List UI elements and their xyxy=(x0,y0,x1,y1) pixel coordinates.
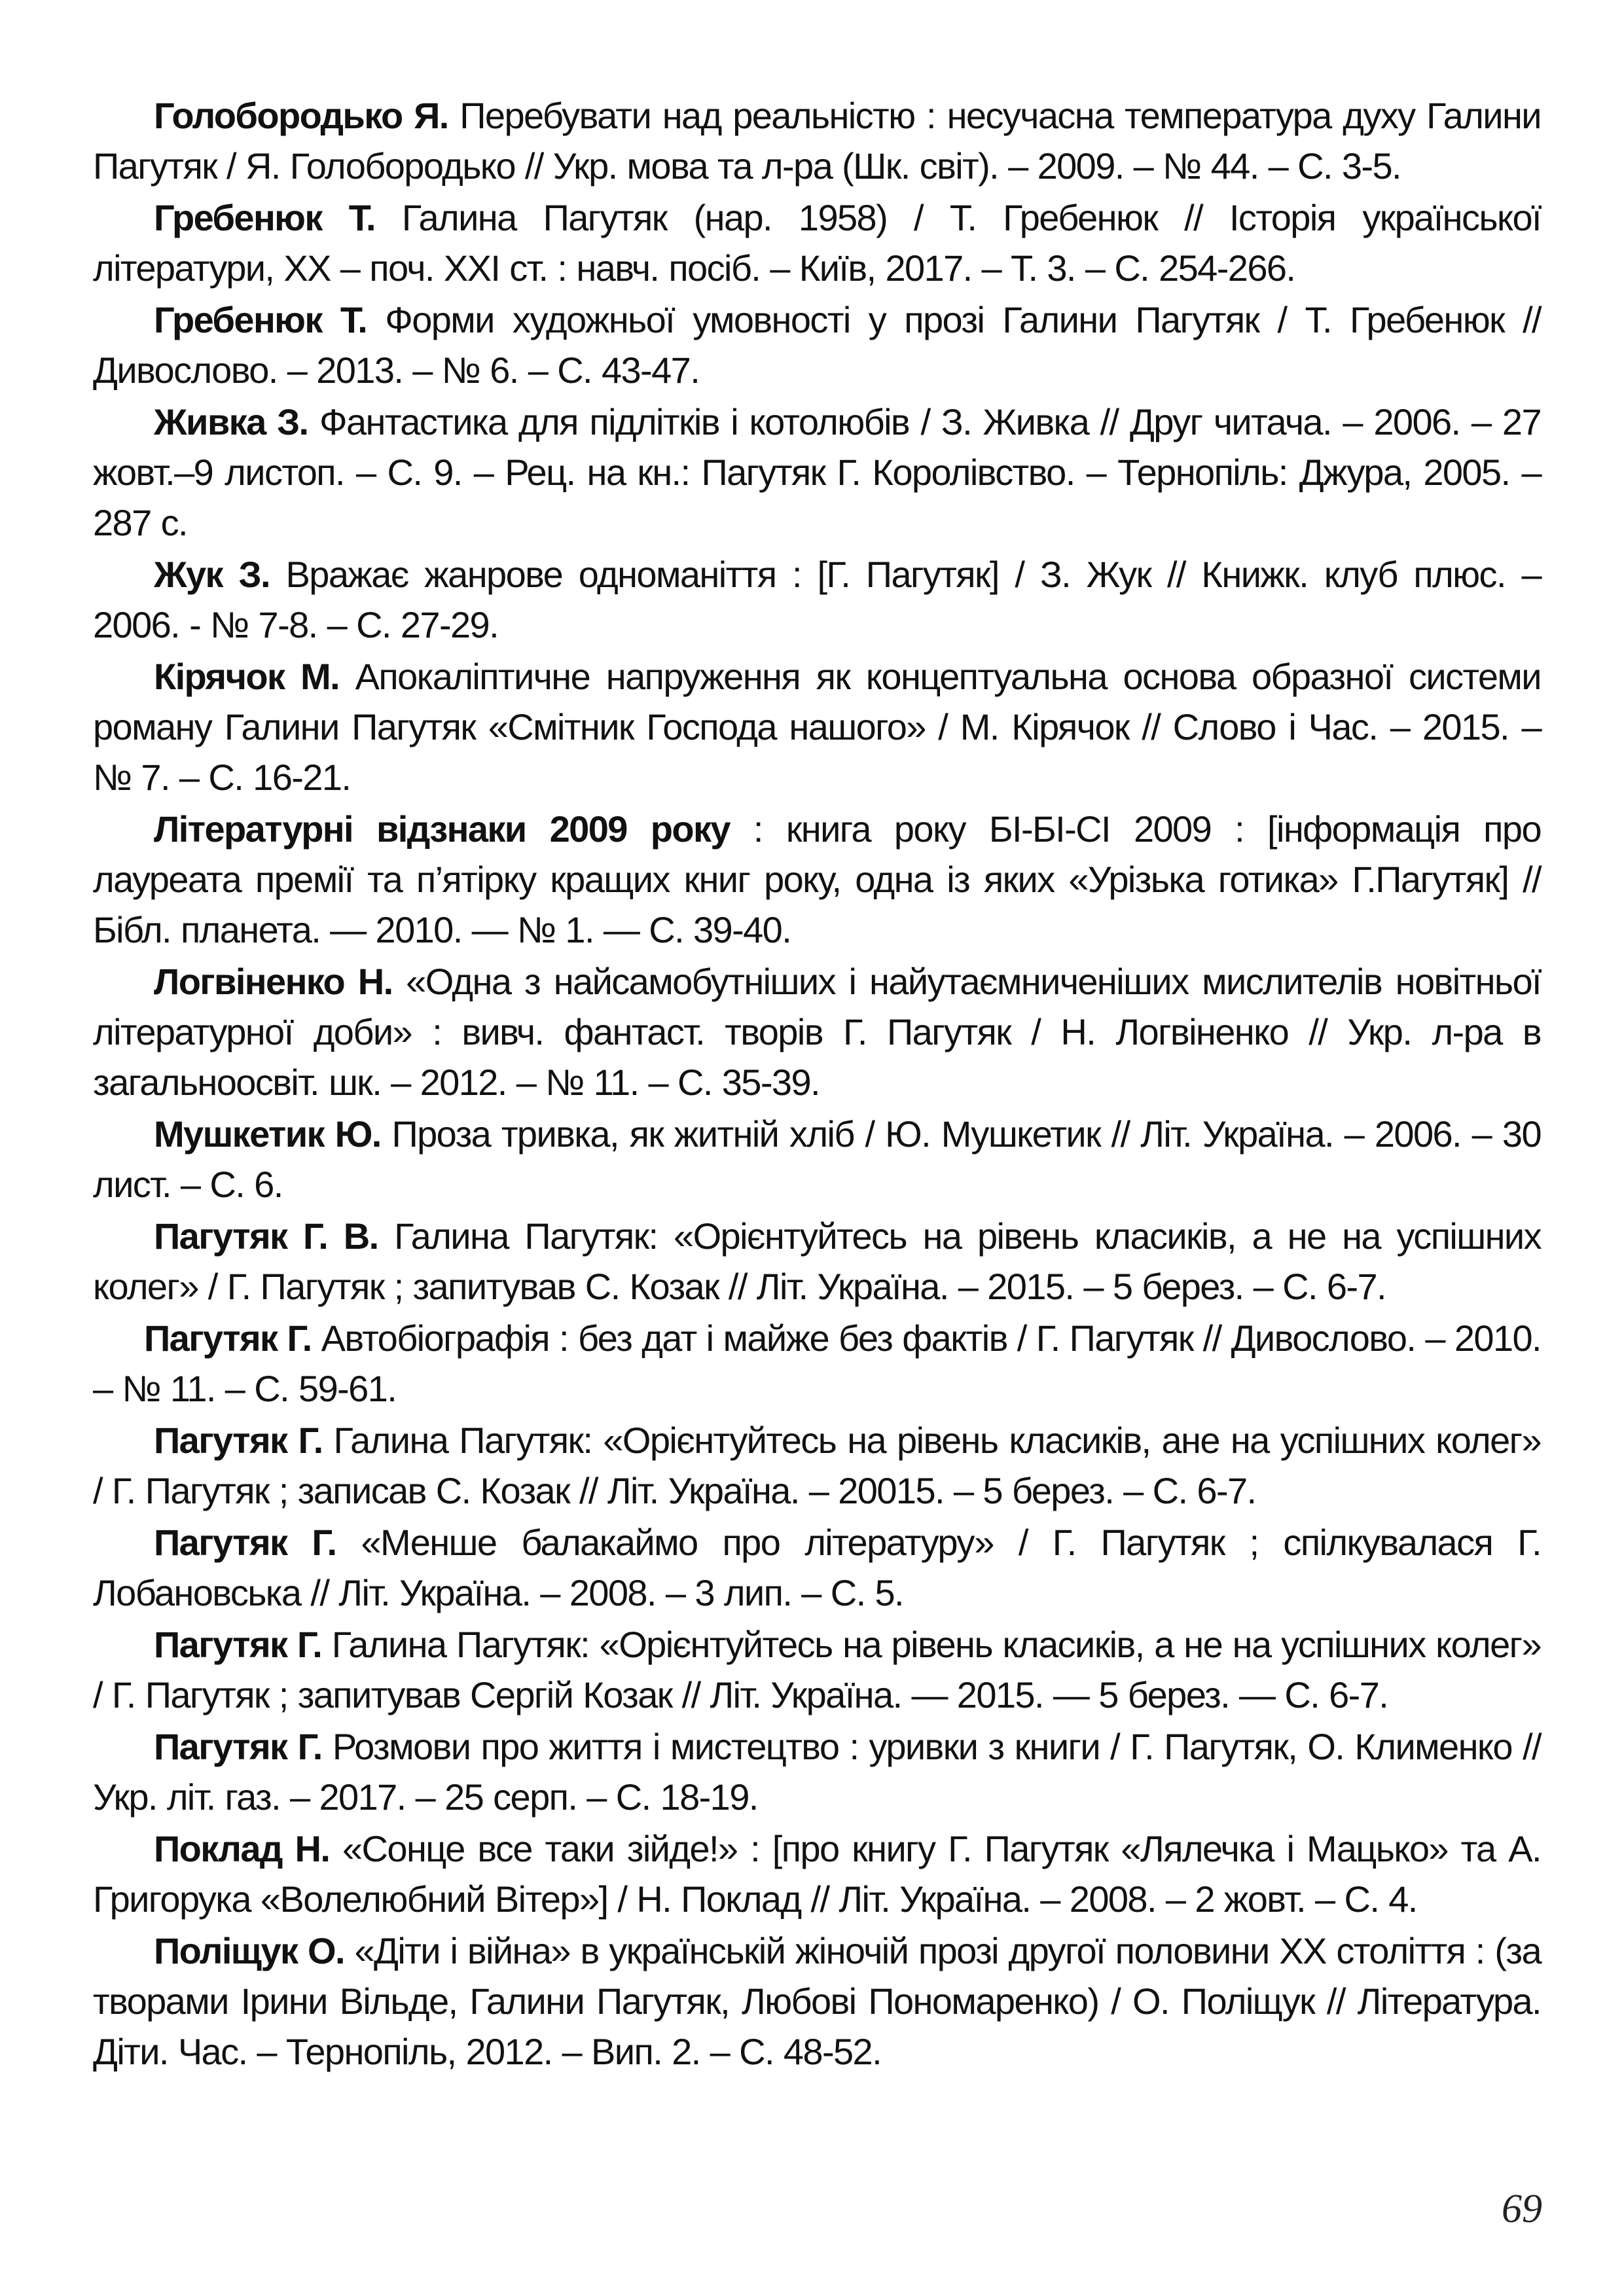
entry-author: Поклад Н. xyxy=(154,1828,330,1869)
entry-text: Галина Пагутяк (нар. 1958) / Т. Гребенюк // Історія української літератури, ХХ – поч. ХХІ ст. : навч. посіб. – Київ, 2017. – Т. 3. – С. 254-266. xyxy=(93,197,1542,289)
entry-text: «Діти і війна» в українській жіночій прозі другої половини ХХ століття : (за творами Ірини Вільде, Галини Пагутяк, Любові Пономаренко) / О. Поліщук // Література. Діти. Час. – Тернопіль, 2012. – Вип. 2. – С. 48-52. xyxy=(93,1930,1541,2072)
entry-author: Кірячок М. xyxy=(154,656,340,697)
entry-text: Апокаліптичне напруження як концептуальна основа образної системи роману Галини Пагутяк «Смітник Господа нашого» / М. Кірячок // Слово і Час. – 2015. – № 7. – С. 16-21. xyxy=(93,656,1541,798)
entry-text: Автобіографія : без дат і майже без фактів / Г. Пагутяк // Дивослово. – 2010. – № 11. – С. 59-61. xyxy=(93,1318,1541,1409)
entry-text: Перебувати над реальністю : несучасна температура духу Галини Пагутяк / Я. Голобородько // Укр. мова та л-ра (Шк. світ). – 2009. – № 44. – С. 3-5. xyxy=(93,95,1541,187)
entry-text: Вражає жанрове одноманіття : [Г. Пагутяк] / З. Жук // Книжк. клуб плюс. – 2006. - № 7-8. – С. 27-29. xyxy=(93,554,1541,645)
bibliography-entry xyxy=(93,295,1541,395)
bibliography-entry xyxy=(93,1926,1541,2077)
entry-text: : книга року БІ-БІ-СІ 2009 : [інформація про лауреата премії та п’ятірку кращих книг року, одна із яких «Урізька готика» Г.Пагутяк] // Бібл. планета. — 2010. — № 1. — С. 39-40. xyxy=(93,808,1541,950)
entry-author: Поліщук О. xyxy=(154,1930,344,1971)
bibliography-entry xyxy=(93,804,1541,955)
bibliography-entry xyxy=(93,1313,1541,1414)
entry-author: Пагутяк Г. xyxy=(154,1726,322,1767)
bibliography-entry xyxy=(93,1823,1541,1924)
entry-text: Форми художньої умовності у прозі Галини Пагутяк / Т. Гребенюк // Дивослово. – 2013. – № 6. – С. 43-47. xyxy=(93,299,1542,391)
entry-text: «Одна з найсамобутніших і найутаємниченіших мислителів новітньої літературної доби» : вивч. фантаст. творів Г. Пагутяк / Н. Логвіненко // Укр. л-ра в загальноосвіт. шк. – 2012. – № 11. – С. 35-39. xyxy=(93,961,1541,1103)
entry-text: Фантастика для підлітків і котолюбів / З. Живка // Друг читача. – 2006. – 27 жовт.–9 листоп. – С. 9. – Рец. на кн.: Пагутяк Г. Королівство. – Тернопіль: Джура, 2005. – 287 с. xyxy=(93,401,1542,543)
entry-author: Гребенюк Т. xyxy=(154,197,375,238)
entry-author: Літературні відзнаки 2009 року xyxy=(154,808,730,850)
bibliography-entry xyxy=(93,1721,1541,1822)
entry-text: «Менше балакаймо про літературу» / Г. Пагутяк ; спілкувалася Г. Лобановська // Літ. Україна. – 2008. – 3 лип. – С. 5. xyxy=(93,1522,1541,1613)
bibliography-entry xyxy=(93,90,1541,191)
entry-author: Голобородько Я. xyxy=(154,95,448,136)
bibliography-entry xyxy=(93,956,1541,1107)
bibliography-entry xyxy=(93,1211,1541,1312)
entry-author: Живка З. xyxy=(154,401,308,442)
entry-author: Жук З. xyxy=(154,554,270,595)
entry-author: Пагутяк Г. xyxy=(144,1318,312,1359)
bibliography-entry xyxy=(93,192,1541,293)
entry-author: Мушкетик Ю. xyxy=(154,1113,381,1155)
entry-author: Пагутяк Г. xyxy=(154,1420,323,1461)
bibliography-entry xyxy=(93,1619,1541,1720)
entry-text: Галина Пагутяк: «Орієнтуйтесь на рівень класиків, ане на успішних колег» / Г. Пагутяк ; записав С. Козак // Літ. Україна. – 20015. – 5 берез. – С. 6-7. xyxy=(93,1420,1542,1511)
bibliography-entry xyxy=(93,397,1541,548)
entry-author: Гребенюк Т. xyxy=(154,299,367,340)
entry-text: Розмови про життя і мистецтво : уривки з книги / Г. Пагутяк, О. Клименко // Укр. літ. газ. – 2017. – 25 серп. – С. 18-19. xyxy=(93,1726,1541,1818)
entry-author: Логвіненко Н. xyxy=(154,961,393,1002)
entry-text: Галина Пагутяк: «Орієнтуйтесь на рівень класиків, а не на успішних колег» / Г. Пагутяк ; запитував С. Козак // Літ. Україна. – 2015. – 5 берез. – С. 6-7. xyxy=(93,1215,1541,1307)
bibliography-entry xyxy=(93,549,1541,650)
bibliography-entry xyxy=(93,1517,1541,1618)
entry-text: Проза тривка, як житній хліб / Ю. Мушкетик // Літ. Україна. – 2006. – 30 лист. – С. 6. xyxy=(93,1113,1541,1205)
entry-text: «Сонце все таки зійде!» : [про книгу Г. Пагутяк «Лялечка і Мацько» та А. Григорука «Волелюбний Вітер»] / Н. Поклад // Літ. Україна. – 2008. – 2 жовт. – С. 4. xyxy=(93,1828,1541,1920)
bibliography-entry xyxy=(93,651,1541,802)
bibliography-entry xyxy=(93,1415,1541,1516)
bibliography-list xyxy=(93,90,1541,2078)
entry-author: Пагутяк Г. xyxy=(154,1522,336,1563)
page-number: 69 xyxy=(1502,2187,1542,2231)
bibliography-entry xyxy=(93,1109,1541,1210)
entry-text: Галина Пагутяк: «Орієнтуйтесь на рівень класиків, а не на успішних колег» / Г. Пагутяк ; запитував Сергій Козак // Літ. Україна. — 2015. — 5 берез. — С. 6-7. xyxy=(93,1624,1541,1715)
entry-author: Пагутяк Г. В. xyxy=(154,1215,378,1257)
entry-author: Пагутяк Г. xyxy=(154,1624,322,1665)
